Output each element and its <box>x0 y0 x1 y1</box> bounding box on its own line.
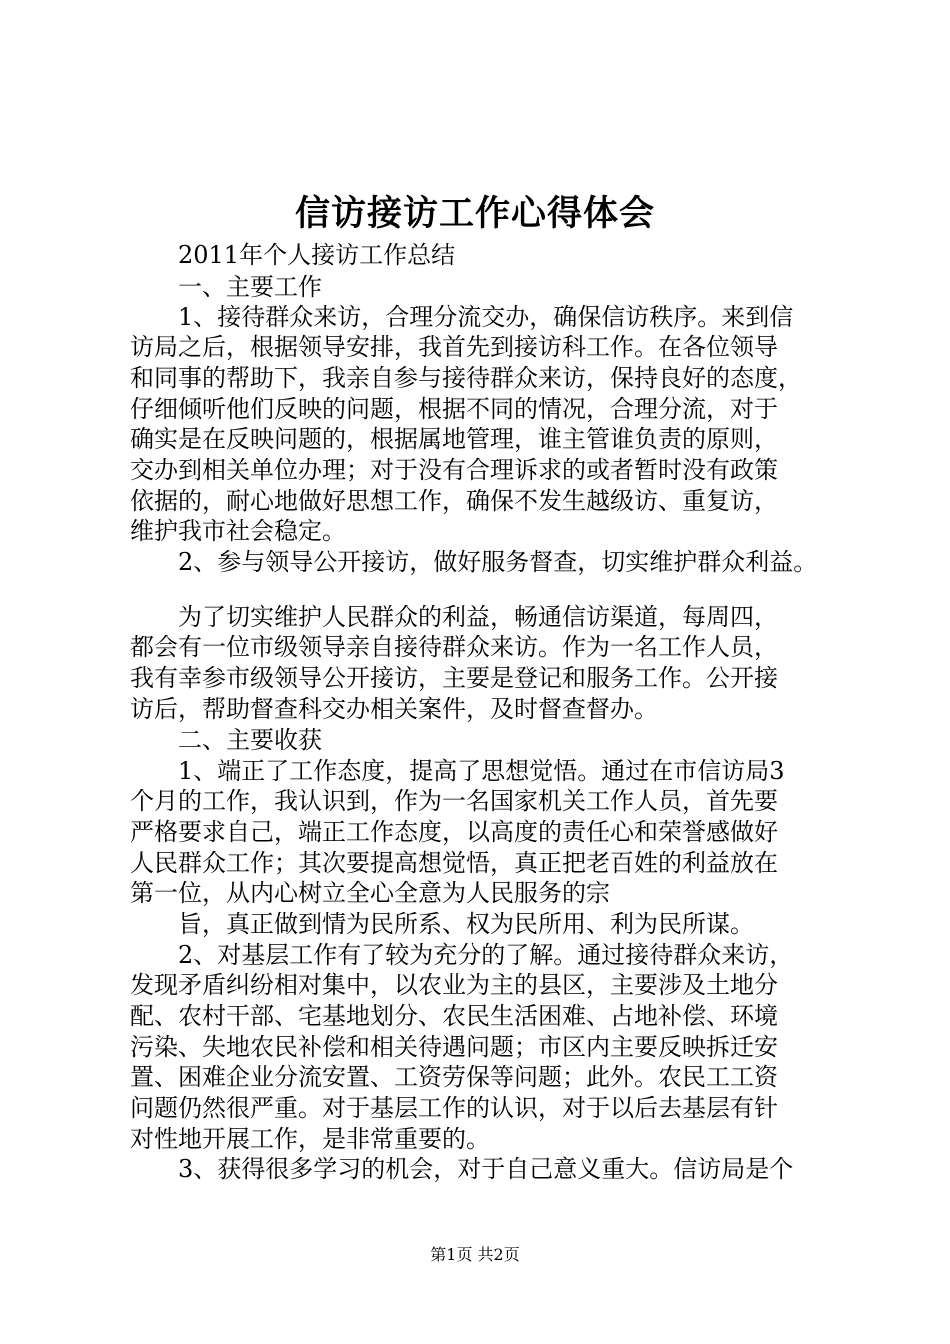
paragraph-line: 发现矛盾纠纷相对集中，以农业为主的县区，主要涉及土地分 <box>130 971 778 999</box>
section-heading: 一、主要工作 <box>178 273 322 301</box>
document-title: 信访接访工作心得体会 <box>294 193 655 234</box>
paragraph-line: 依据的，耐心地做好思想工作，确保不发生越级访、重复访， <box>130 487 778 515</box>
paragraph-line: 我有幸参市级领导公开接访，主要是登记和服务工作。公开接 <box>130 664 778 692</box>
paragraph-line: 仔细倾听他们反映的问题，根据不同的情况，合理分流，对于 <box>130 395 778 423</box>
paragraph-line: 2011年个人接访工作总结 <box>178 241 456 269</box>
paragraph-line: 为了切实维护人民群众的利益，畅通信访渠道，每周四， <box>178 603 778 631</box>
paragraph-line: 第一位，从内心树立全心全意为人民服务的宗 <box>130 879 610 907</box>
paragraph-line: 对性地开展工作，是非常重要的。 <box>130 1125 490 1153</box>
paragraph-line: 都会有一位市级领导亲自接待群众来访。作为一名工作人员， <box>130 633 778 661</box>
paragraph-line: 和同事的帮助下，我亲自参与接待群众来访，保持良好的态度， <box>130 364 802 392</box>
paragraph-line: 3、获得很多学习的机会，对于自己意义重大。信访局是个 <box>178 1155 794 1183</box>
paragraph-line: 2、参与领导公开接访，做好服务督查，切实维护群众利益。 <box>178 548 818 576</box>
page-number-footer: 第1页 共2页 <box>430 1245 520 1264</box>
paragraph-line: 问题仍然很严重。对于基层工作的认识，对于以后去基层有针 <box>130 1094 778 1122</box>
paragraph-line: 维护我市社会稳定。 <box>130 517 346 545</box>
paragraph-line: 置、困难企业分流安置、工资劳保等问题；此外。农民工工资 <box>130 1063 778 1091</box>
paragraph-line: 访局之后，根据领导安排，我首先到接访科工作。在各位领导 <box>130 333 778 361</box>
paragraph-line: 交办到相关单位办理；对于没有合理诉求的或者暂时没有政策 <box>130 456 778 484</box>
paragraph-line: 旨，真正做到情为民所系、权为民所用、利为民所谋。 <box>178 910 754 938</box>
section-heading: 二、主要收获 <box>178 726 322 754</box>
paragraph-line: 1、端正了工作态度，提高了思想觉悟。通过在市信访局3 <box>178 757 785 785</box>
paragraph-line: 配、农村干部、宅基地划分、农民生活困难、占地补偿、环境 <box>130 1002 778 1030</box>
paragraph-line: 访后，帮助督查科交办相关案件，及时督查督办。 <box>130 695 658 723</box>
paragraph-line: 污染、失地农民补偿和相关待遇问题；市区内主要反映拆迁安 <box>130 1033 778 1061</box>
paragraph-line: 1、接待群众来访，合理分流交办，确保信访秩序。来到信 <box>178 303 794 331</box>
paragraph-line: 个月的工作，我认识到，作为一名国家机关工作人员，首先要 <box>130 787 778 815</box>
paragraph-line: 人民群众工作；其次要提高想觉悟，真正把老百姓的利益放在 <box>130 849 778 877</box>
paragraph-line: 确实是在反映问题的，根据属地管理，谁主管谁负责的原则， <box>130 425 778 453</box>
paragraph-line: 2、对基层工作有了较为充分的了解。通过接待群众来访， <box>178 941 794 969</box>
paragraph-line: 严格要求自己，端正工作态度，以高度的责任心和荣誉感做好 <box>130 818 778 846</box>
